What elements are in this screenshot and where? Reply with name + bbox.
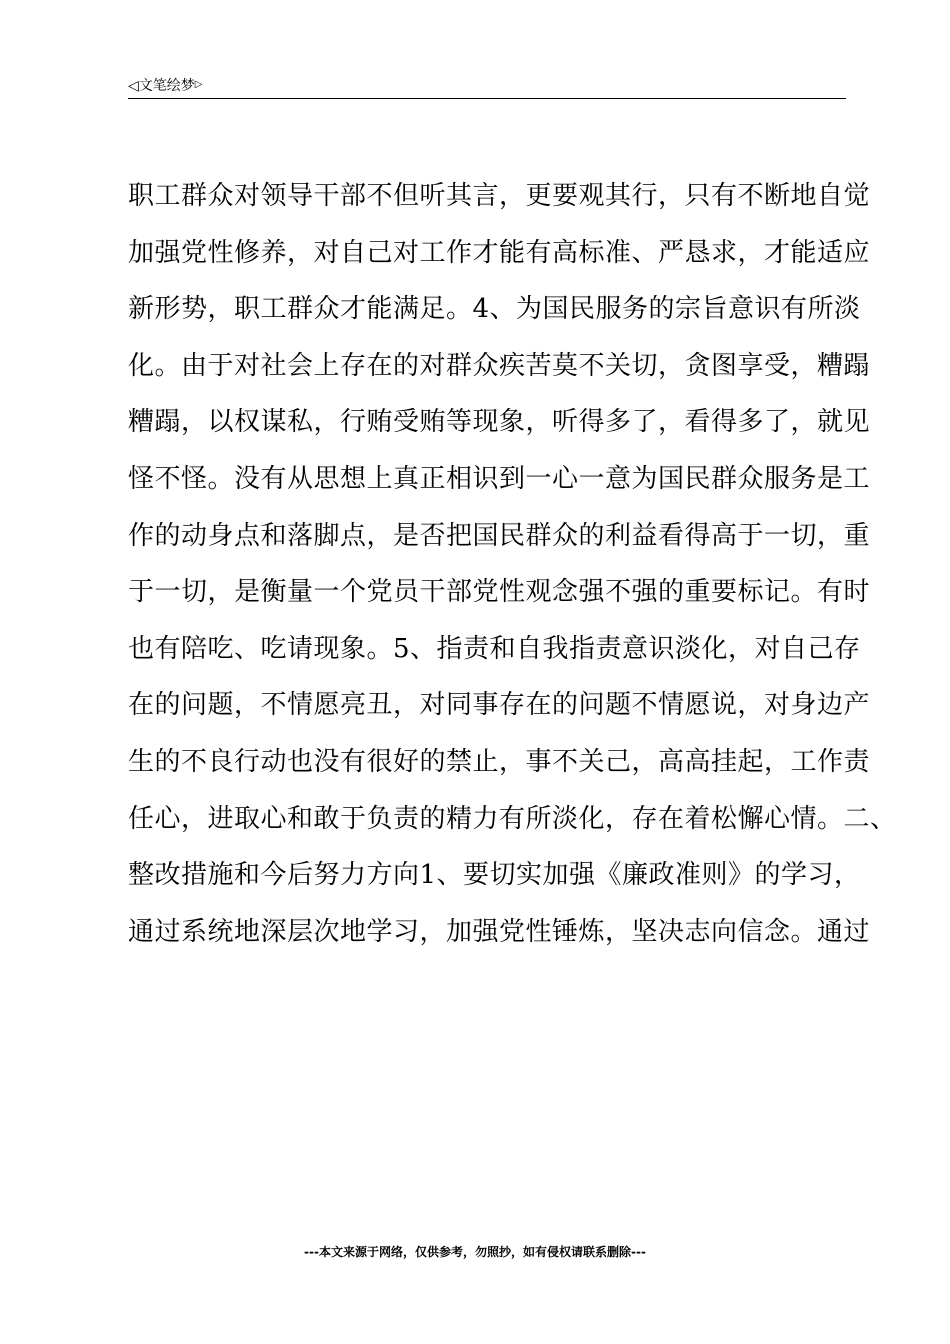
text-line: 生的不良行动也没有很好的禁止，事不关己，高高挂起，工作责	[128, 746, 871, 777]
text-line: 在的问题，不情愿亮丑，对同事存在的问题不情愿说，对身边产	[128, 690, 871, 721]
text-line: 化。由于对社会上存在的对群众疾苦莫不关切，贪图享受，糟蹋	[128, 350, 871, 381]
text-line: 也有陪吃、吃请现象。5、指责和自我指责意识淡化，对自己存	[128, 633, 861, 664]
text-line: 新形势，职工群众才能满足。4、为国民服务的宗旨意识有所淡	[128, 294, 861, 325]
text-line: 于一切，是衡量一个党员干部党性观念强不强的重要标记。有时	[128, 577, 871, 608]
text-line: 职工群众对领导干部不但听其言，更要观其行，只有不断地自觉	[128, 181, 871, 211]
footer-notice: ---本文来源于网络，仅供参考，勿照抄，如有侵权请联系删除---	[304, 1245, 646, 1259]
text-line: 任心，进取心和敢于负责的精力有所淡化，存在着松懈心情。二、	[128, 803, 897, 834]
text-line: 整改措施和今后努力方向1、要切实加强《廉政准则》的学习，	[128, 860, 861, 891]
text-line: 通过系统地深层次地学习，加强党性锤炼，坚决志向信念。通过	[128, 916, 871, 947]
left-triangle-icon: ◁	[128, 78, 139, 94]
text-line: 作的动身点和落脚点，是否把国民群众的利益看得高于一切，重	[128, 520, 871, 551]
page-header	[128, 74, 846, 99]
header-title: 文笔绘梦	[138, 78, 195, 94]
right-triangle-icon: ▷	[194, 79, 203, 90]
header-label	[128, 76, 202, 95]
text-line: 糟蹋，以权谋私，行贿受贿等现象，听得多了，看得多了，就见	[128, 407, 871, 438]
text-line: 怪不怪。没有从思想上真正相识到一心一意为国民群众服务是工	[128, 463, 871, 494]
body-text	[128, 168, 897, 960]
text-line: 加强党性修养，对自己对工作才能有高标准、严恳求，才能适应	[128, 237, 871, 268]
